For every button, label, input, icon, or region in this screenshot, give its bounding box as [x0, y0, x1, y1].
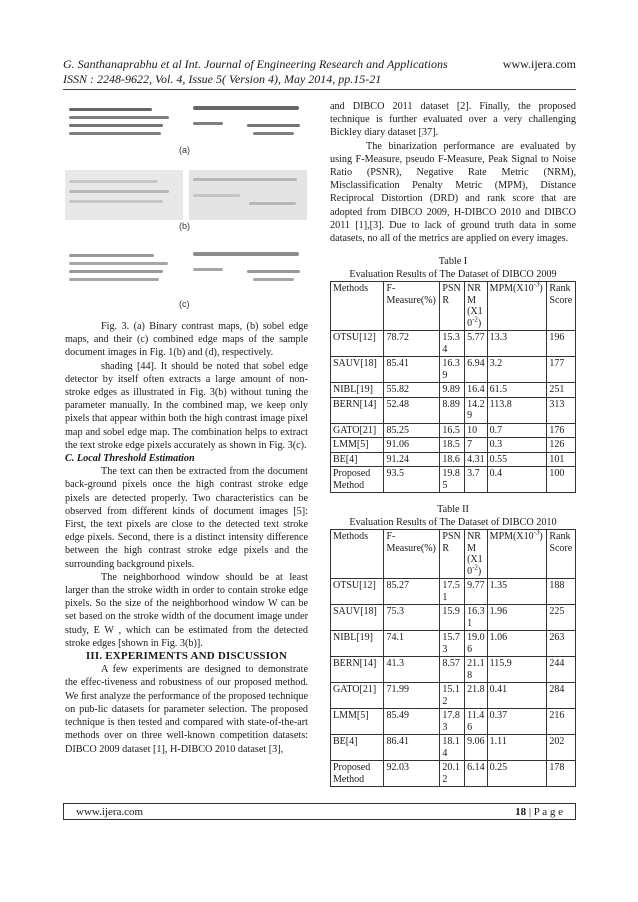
header-cell: NRM $(X10^{-2})$: [465, 530, 488, 579]
header-cell: Methods: [331, 282, 384, 331]
table-cell: 85.49: [384, 709, 440, 735]
table-row: [331, 452, 576, 467]
figure-3: [65, 100, 308, 320]
table-row: [331, 709, 576, 735]
table-cell: 15.73: [440, 631, 465, 657]
table-cell: 13.3: [487, 331, 547, 357]
table-cell: 6.94: [465, 357, 488, 383]
table-cell: 3.2: [487, 357, 547, 383]
table-cell: 1.06: [487, 631, 547, 657]
table-row: [331, 735, 576, 761]
header-cell-text: MPM(X10: [489, 283, 534, 295]
header-cell-text: MPM(X10: [489, 531, 534, 543]
paragraph: shading [44]. It should be noted that sobel edge detector by itself often extracts a large amount of non-stroke edges as illustrated in Fig. 3(b) without tuning the parameter manually. In the combined map, we keep only pixels that appear within both the high contrast image pixel map and sobel edge map. The combination helps to extract the text stroke edge pixels accurately as shown in Fig. 3(c).: [65, 360, 308, 451]
table-cell: 0.7: [487, 423, 547, 438]
table-cell: 74.1: [384, 631, 440, 657]
table-cell: 61.5: [487, 383, 547, 398]
section-heading-3: III. EXPERIMENTS AND DISCUSSION: [85, 650, 288, 663]
table-cell: 8.89: [440, 397, 465, 423]
table-cell: LMM[5]: [331, 438, 384, 453]
table-2-label: Table II: [437, 504, 469, 516]
header-url[interactable]: www.ijera.com: [502, 57, 576, 71]
table-cell: 71.99: [384, 683, 440, 709]
panel-label-b: (b): [179, 221, 190, 231]
table-cell: 75.3: [384, 605, 440, 631]
table-cell: 225: [547, 605, 576, 631]
table-cell: 17.83: [440, 709, 465, 735]
table-cell: 18.5: [440, 438, 465, 453]
panel-label-c: (c): [179, 299, 190, 309]
table-cell: 196: [547, 331, 576, 357]
header-cell: $MPM(X10^{-3})$: [487, 530, 547, 579]
table-cell: 20.12: [440, 761, 465, 787]
table-cell: 8.57: [440, 657, 465, 683]
table-cell: 9.77: [465, 579, 488, 605]
paragraph: The text can then be extracted from the document back-ground pixels once the high contrast stroke edge pixels are detected properly. Two characteristics can be observed from different kinds of document images [5]: First, the text pixels are close to the detected text stroke edge pixels. Second, there is a distinct intensity difference between the high contrast stroke edge pixels and the surrounding background pixels.: [65, 466, 308, 570]
table-cell: 1.96: [487, 605, 547, 631]
table-cell: 52.48: [384, 397, 440, 423]
table-cell: 1.11: [487, 735, 547, 761]
table-cell: 100: [547, 467, 576, 493]
page-number: [515, 806, 563, 818]
table-cell: 19.85: [440, 467, 465, 493]
table-cell: 10: [465, 423, 488, 438]
table-cell: 78.72: [384, 331, 440, 357]
table-cell: 92.03: [384, 761, 440, 787]
table-cell: 0.37: [487, 709, 547, 735]
table-row: [331, 383, 576, 398]
panel-c-left-image: [65, 246, 183, 296]
table-row: [331, 423, 576, 438]
table-cell: BE[4]: [331, 735, 384, 761]
right-column: [330, 100, 576, 787]
header-cell: Rank Score: [547, 530, 576, 579]
table-cell: BERN[14]: [331, 397, 384, 423]
panel-c-right-image: [189, 246, 307, 296]
panel-label-a: (a): [179, 145, 190, 155]
table-cell: 19.06: [465, 631, 488, 657]
table-cell: 0.4: [487, 467, 547, 493]
table-cell: NIBL[19]: [331, 383, 384, 398]
figure-caption: Fig. 3. (a) Binary contrast maps, (b) sobel edge maps, and their (c) combined edge maps of the sample document images in Fig. 1(b) and (d), respectively.: [65, 321, 308, 359]
table-cell: 16.31: [465, 605, 488, 631]
table-row: [331, 683, 576, 709]
table-cell: 101: [547, 452, 576, 467]
table-cell: OTSU[12]: [331, 579, 384, 605]
table-cell: SAUV[18]: [331, 357, 384, 383]
panel-a-left-image: [65, 100, 183, 150]
table-cell: 284: [547, 683, 576, 709]
superscript: -3: [533, 280, 540, 289]
page-footer: [63, 803, 576, 820]
table-row: [331, 357, 576, 383]
table-cell: 16.4: [465, 383, 488, 398]
table-cell: 263: [547, 631, 576, 657]
table-row: [331, 631, 576, 657]
left-column: [65, 100, 308, 756]
table-cell: 0.41: [487, 683, 547, 709]
figure-panel-c: [65, 246, 308, 309]
table-cell: 11.46: [465, 709, 488, 735]
table-cell: BE[4]: [331, 452, 384, 467]
table-cell: 91.24: [384, 452, 440, 467]
table-cell: 15.34: [440, 331, 465, 357]
table-1-label: Table I: [438, 256, 468, 268]
table-row: [331, 579, 576, 605]
paragraph: The binarization performance are evaluated by using F-Measure, pseudo F-Measure, Peak Signal to Noise Ratio (PSNR), Negative Rate Metric (NRM), Misclassification Penalty Metric (MPM), Distance Reciprocal Distortion (DRD) and rank score that are adopted from DIBCO 2009, H-DIBCO 2010 and DIBCO 2011 [1],[3]. Due to lack of ground truth data in some datasets, no all of the metrics are applied on every images.: [330, 140, 576, 245]
header-cell: Rank Score: [547, 282, 576, 331]
table-cell: 115.9: [487, 657, 547, 683]
table-cell: 85.27: [384, 579, 440, 605]
table-row: [331, 397, 576, 423]
header-cell: PSNR: [440, 282, 465, 331]
table-header-row: [331, 530, 576, 579]
table-cell: NIBL[19]: [331, 631, 384, 657]
table-cell: 85.25: [384, 423, 440, 438]
superscript: -3: [533, 528, 540, 537]
journal-citation: G. Santhanaprabhu et al Int. Journal of Engineering Research and Applications: [63, 57, 448, 71]
page-suffix: | P a g e: [526, 805, 563, 818]
table-cell: 16.39: [440, 357, 465, 383]
table-cell: 91.06: [384, 438, 440, 453]
table-cell: 18.6: [440, 452, 465, 467]
paragraph: and DIBCO 2011 dataset [2]. Finally, the proposed technique is further evaluated over a very challenging Bickley diary dataset [37].: [330, 101, 576, 139]
table-row: [331, 605, 576, 631]
header-cell: F-Measure(%): [384, 282, 440, 331]
table-cell: 16.5: [440, 423, 465, 438]
header-rule: [63, 89, 576, 90]
table-cell: 0.3: [487, 438, 547, 453]
section-heading-c: C. Local Threshold Estimation: [65, 453, 195, 465]
table-cell: Proposed Method: [331, 761, 384, 787]
figure-panel-b: [65, 170, 308, 231]
table-cell: 178: [547, 761, 576, 787]
table-cell: 55.82: [384, 383, 440, 398]
table-cell: 3.7: [465, 467, 488, 493]
table-cell: 21.8: [465, 683, 488, 709]
table-cell: 313: [547, 397, 576, 423]
table-cell: Proposed Method: [331, 467, 384, 493]
table-cell: 113.8: [487, 397, 547, 423]
table-row: [331, 657, 576, 683]
table-row: [331, 331, 576, 357]
header-cell: PSNR: [440, 530, 465, 579]
table-cell: SAUV[18]: [331, 605, 384, 631]
table-cell: 1.35: [487, 579, 547, 605]
table-cell: 9.89: [440, 383, 465, 398]
table-cell: 216: [547, 709, 576, 735]
table-cell: 93.5: [384, 467, 440, 493]
table-cell: 41.3: [384, 657, 440, 683]
superscript: -2: [472, 315, 478, 324]
issn-line: ISSN : 2248-9622, Vol. 4, Issue 5( Version 4), May 2014, pp.15-21: [63, 72, 382, 86]
table-cell: 17.51: [440, 579, 465, 605]
header-cell-text: NRM (X10: [467, 283, 483, 329]
table-cell: 202: [547, 735, 576, 761]
header-cell: Methods: [331, 530, 384, 579]
paragraph: A few experiments are designed to demonstrate the effec-tiveness and robustness of our proposed method. We ﬁrst analyze the performance of the proposed technique on pub-lic datasets for parameter selection. The proposed technique is then tested and compared with state-of-the-art methods over on three well-known competition datasets: DIBCO 2009 dataset [1], H-DIBCO 2010 dataset [3],: [65, 664, 308, 755]
table-cell: OTSU[12]: [331, 331, 384, 357]
header-cell: NRM $(X10^{-2})$: [465, 282, 488, 331]
footer-url[interactable]: www.ijera.com: [76, 805, 144, 818]
table-cell: 14.29: [465, 397, 488, 423]
table-cell: 7: [465, 438, 488, 453]
table-2: [330, 529, 576, 787]
table-cell: 9.06: [465, 735, 488, 761]
table-cell: 6.14: [465, 761, 488, 787]
table-cell: GATO[21]: [331, 683, 384, 709]
table-row: [331, 761, 576, 787]
table-cell: 85.41: [384, 357, 440, 383]
table-cell: BERN[14]: [331, 657, 384, 683]
panel-b-right-image: [189, 170, 307, 220]
table-cell: 0.25: [487, 761, 547, 787]
table-cell: 86.41: [384, 735, 440, 761]
table-cell: LMM[5]: [331, 709, 384, 735]
table-cell: 0.55: [487, 452, 547, 467]
table-row: [331, 438, 576, 453]
table-header-row: [331, 282, 576, 331]
table-cell: 251: [547, 383, 576, 398]
table-cell: GATO[21]: [331, 423, 384, 438]
running-header: [63, 57, 576, 87]
table-cell: 21.18: [465, 657, 488, 683]
table-cell: 18.14: [440, 735, 465, 761]
table-cell: 4.31: [465, 452, 488, 467]
header-cell-text: NRM (X10: [467, 531, 483, 577]
table-1-title: Evaluation Results of The Dataset of DIBCO 2009: [349, 269, 557, 281]
paragraph: The neighborhood window should be at least larger than the stroke width in order to contain stroke edge pixels. So the size of the neighborhood window W can be set based on the stroke width of the document image under study, E W , which can be estimated from the detected stroke edges [shown in Fig. 3(b)].: [65, 571, 308, 649]
table-row: [331, 467, 576, 493]
header-cell: F-Measure(%): [384, 530, 440, 579]
superscript: -2: [472, 563, 478, 572]
panel-a-right-image: [189, 100, 307, 150]
table-2-title: Evaluation Results of The Dataset of DIBCO 2010: [349, 517, 557, 529]
table-cell: 188: [547, 579, 576, 605]
table-cell: 5.77: [465, 331, 488, 357]
table-cell: 176: [547, 423, 576, 438]
table-1: [330, 281, 576, 493]
table-cell: 126: [547, 438, 576, 453]
page-number-value: 18: [515, 805, 527, 818]
table-cell: 15.12: [440, 683, 465, 709]
header-cell: $MPM(X10^{-3})$: [487, 282, 547, 331]
panel-b-left-image: [65, 170, 183, 220]
figure-panel-a: [65, 100, 308, 158]
table-cell: 244: [547, 657, 576, 683]
table-cell: 177: [547, 357, 576, 383]
table-cell: 15.9: [440, 605, 465, 631]
